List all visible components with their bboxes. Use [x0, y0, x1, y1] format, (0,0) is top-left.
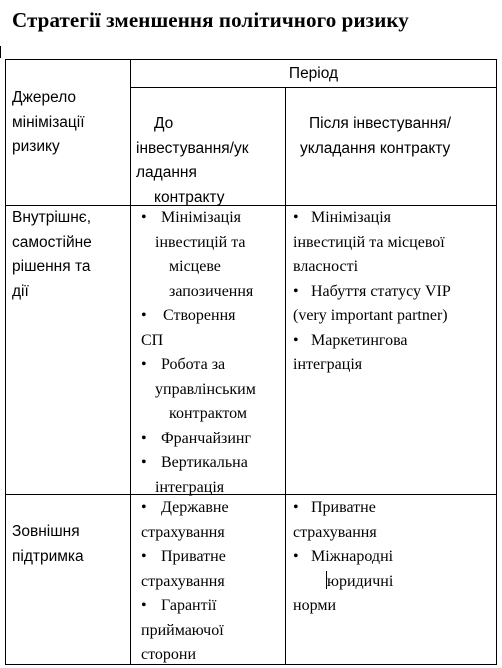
table-rule-period [130, 87, 497, 88]
header-after-cell: Після інвестування/ укладання контракту [300, 115, 452, 157]
list-item: • Вертикальна інтеграція [141, 451, 284, 500]
table-border-top [5, 59, 497, 60]
row-internal-before-list [141, 206, 284, 500]
header-period-cell: Період [288, 65, 339, 82]
text-cursor-mark [0, 46, 1, 58]
row-external-source: Зовнішня підтримка [12, 523, 84, 565]
list-item: • Приватне страхування [141, 545, 284, 594]
list-item: • Франчайзинг [141, 427, 284, 452]
row-external-after-list [293, 496, 495, 619]
list-item: • Набуття статусу VIP (very important partner) [293, 280, 495, 329]
list-item: • Міжнародні юридичні норми [293, 545, 495, 619]
header-before-cell: До інвестування/ук ладання контракту [136, 115, 249, 206]
table-col-divider-1 [130, 59, 131, 665]
table-col-divider-2 [285, 87, 286, 665]
list-item: • Мінімізація інвестицій та місцеве запозичення [141, 206, 284, 304]
row-internal-source: Внутрішнє, самостійне рішення та дії [12, 209, 92, 300]
row-internal-after-list [293, 206, 495, 378]
list-item: • Гарантії приймаючої сторони [141, 594, 284, 668]
text-caret [326, 571, 327, 589]
list-item: • Державне страхування [141, 496, 284, 545]
list-item: • Мінімізація інвестицій та місцевої власності [293, 206, 495, 280]
row-external-before-list [141, 496, 284, 668]
document-title: Стратегії зменшення політичного ризику [12, 8, 409, 32]
list-item: • Створення СП [141, 304, 284, 353]
list-item: • Робота за управлінським контрактом [141, 353, 284, 427]
table-border-left [5, 59, 6, 665]
table-border-right [496, 59, 497, 665]
list-item: • Приватне страхування [293, 496, 495, 545]
list-item: • Маркетингова інтеграція [293, 329, 495, 378]
header-source-cell: Джерело мінімізації ризику [12, 89, 85, 155]
